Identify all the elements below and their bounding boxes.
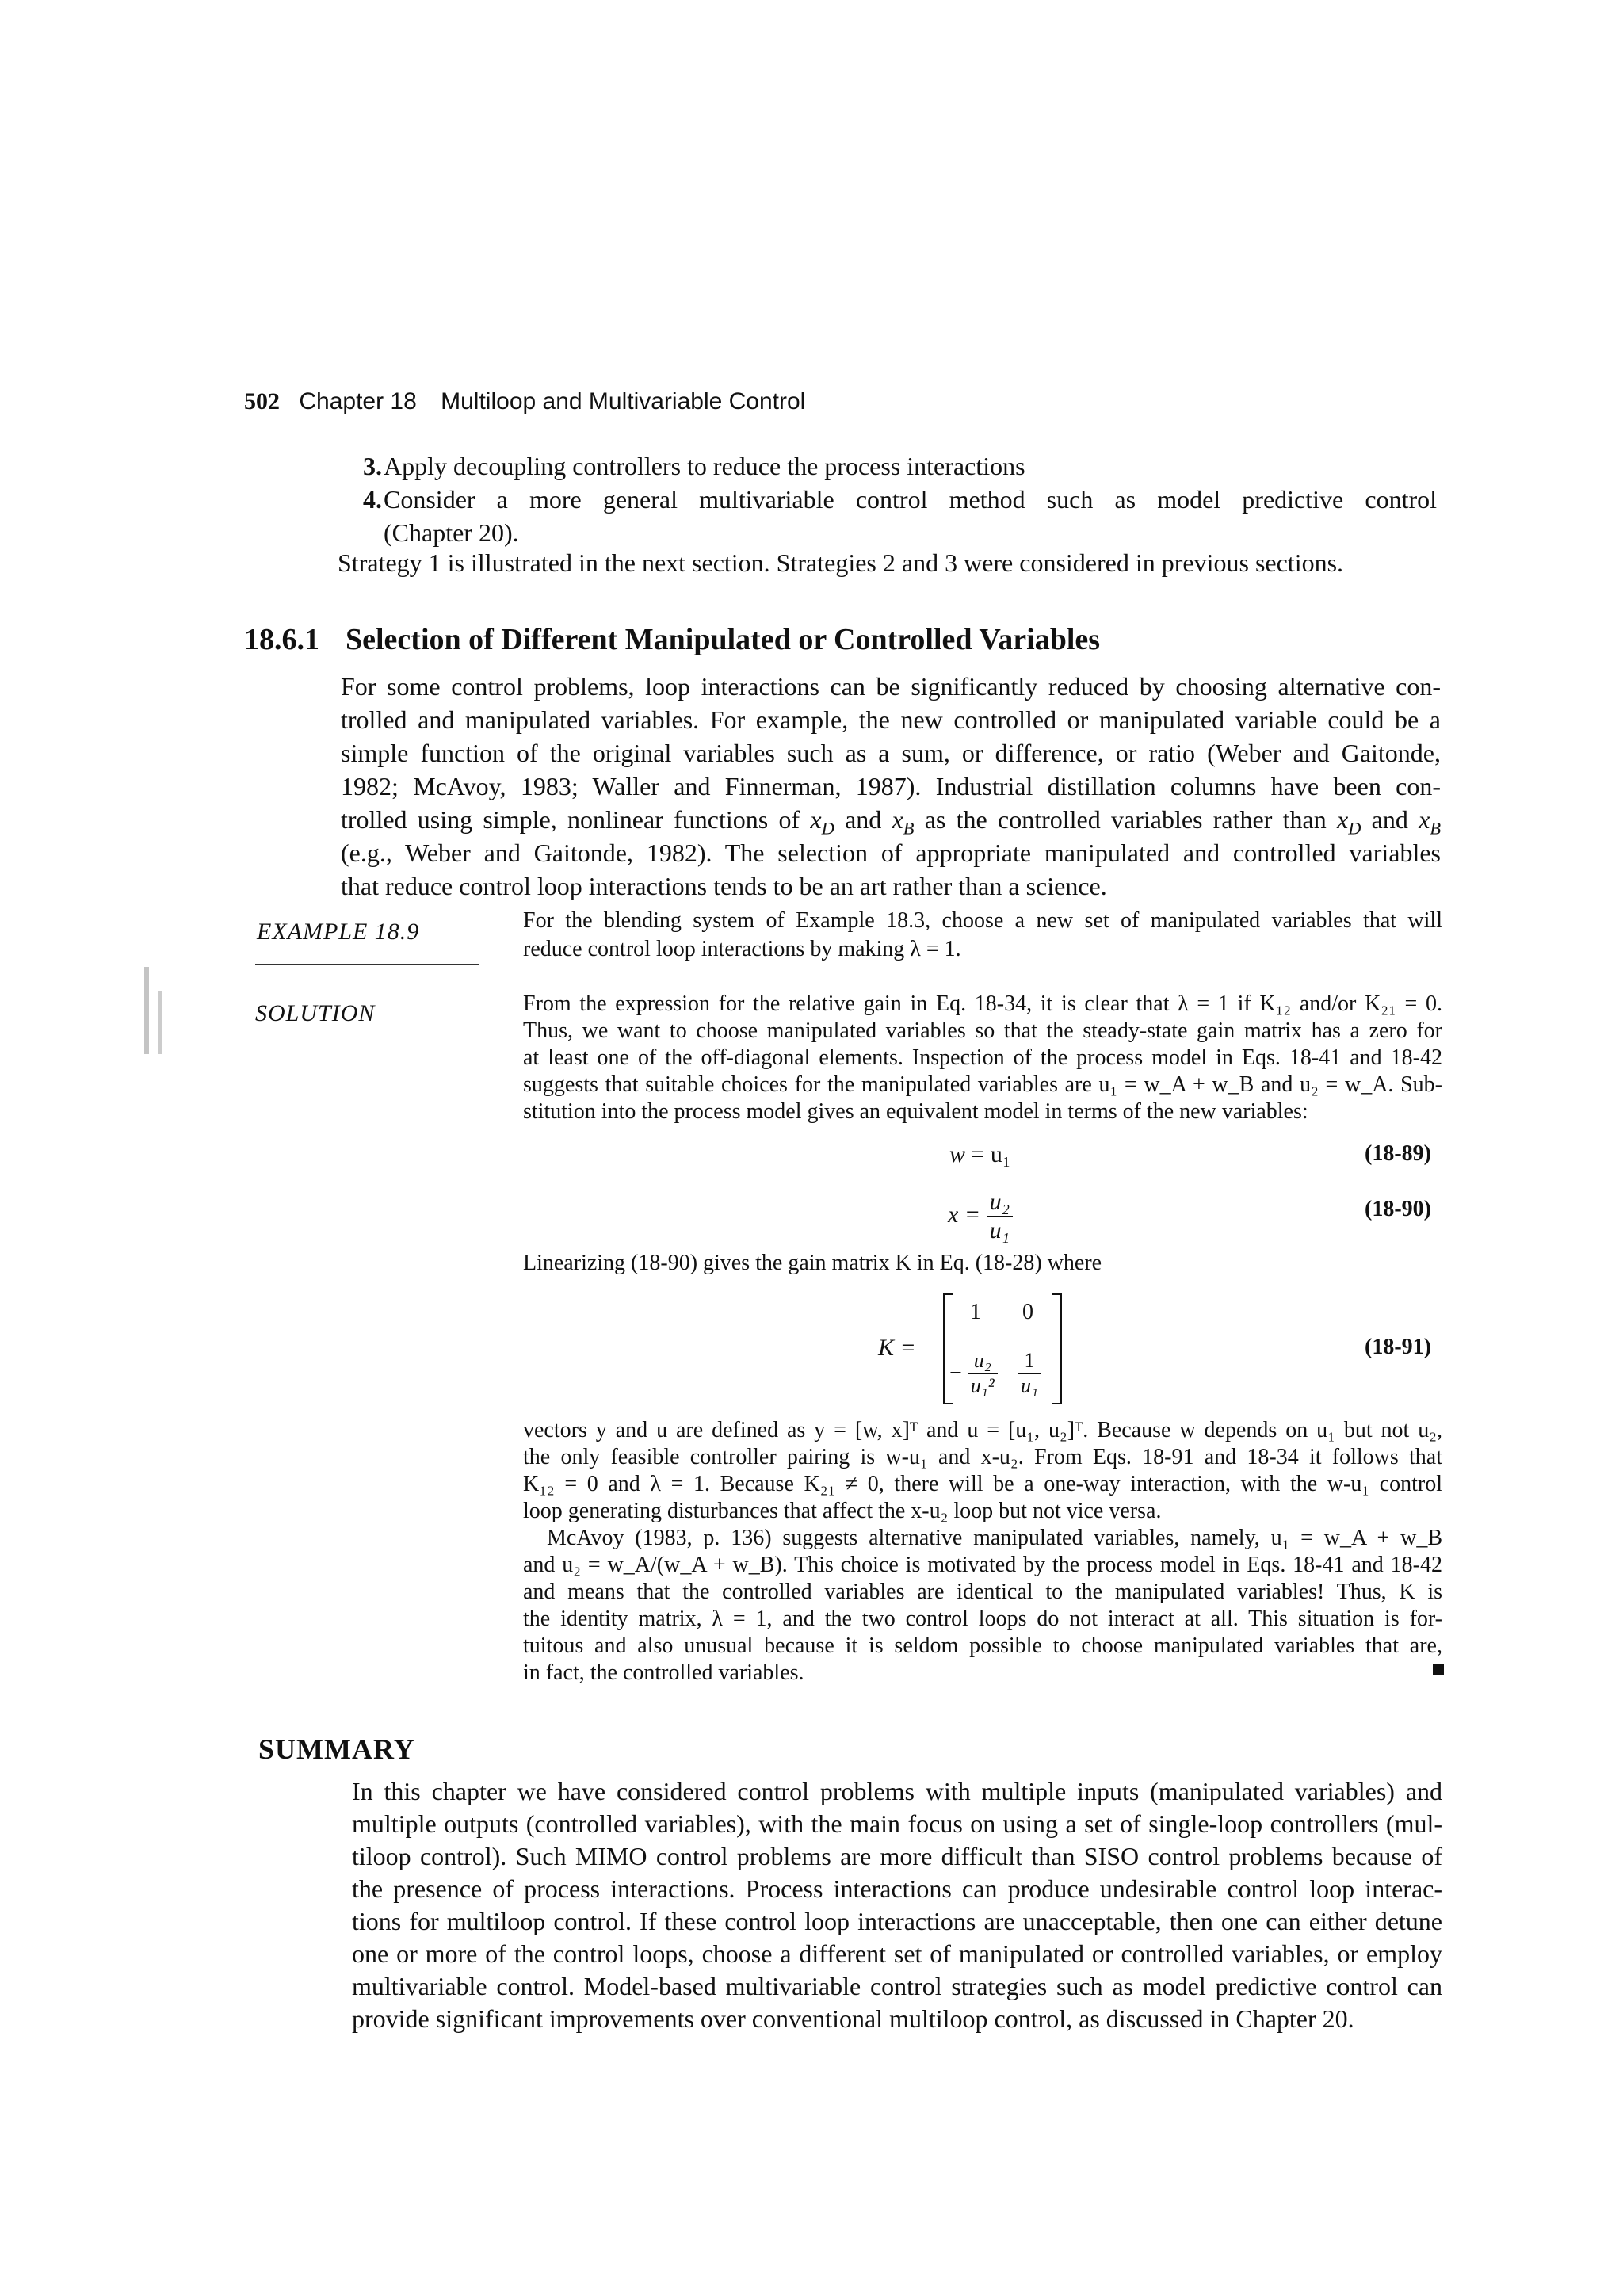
solution-discussion <box>523 1417 1442 1525</box>
fraction: $\frac{\text{u₂}}{\text{u₁}}$ <box>987 1189 1013 1244</box>
equation-18-90 <box>948 1189 1013 1244</box>
list-item-text: Apply decoupling controllers to reduce the process interactions <box>384 452 1025 480</box>
text-line: stitution into the process model gives an equivalent model in terms of the new variables: <box>523 1099 1308 1124</box>
mcavoy-paragraph <box>523 1525 1442 1687</box>
summary-heading: SUMMARY <box>258 1733 415 1765</box>
chapter-label: Chapter 18 <box>299 388 417 415</box>
list-item-text: Consider a more general multivariable control method such as model predictive control <box>384 485 1437 514</box>
matrix-right-bracket <box>1052 1293 1062 1404</box>
text-line: simple function of the original variables such as a sum, or difference, or ratio (Weber and Gaitonde, <box>341 739 1441 767</box>
solution-label: SOLUTION <box>255 1000 376 1026</box>
text-line: loop generating disturbances that affect the x-u₂ loop but not vice versa. <box>523 1499 1162 1523</box>
linearizing-text: Linearizing (18-90) gives the gain matrix K in Eq. (18-28) where <box>523 1251 1102 1275</box>
matrix-cell: 0 <box>1022 1300 1033 1324</box>
text-line: tions for multiloop control. If these control loop interactions are unacceptable, then one can either detune <box>352 1907 1442 1935</box>
list-item-number: 4. <box>363 485 382 514</box>
text-line: suggests that suitable choices for the manipulated variables are u₁ = w_A + w_B and u₂ = w_A. Sub- <box>523 1072 1442 1097</box>
text-line: at least one of the off-diagonal elements. Inspection of the process model in Eqs. 18-41 and 18-42 <box>523 1045 1442 1070</box>
text-line: McAvoy (1983, p. 136) suggests alternative manipulated variables, namely, u₁ = w_A + w_B <box>547 1526 1442 1550</box>
equation-number: (18-89) <box>1365 1141 1431 1166</box>
section-body <box>341 670 1441 903</box>
text-line: and means that the controlled variables are identical to the manipulated variables! Thus, K is <box>523 1580 1442 1604</box>
list-item <box>363 483 1437 516</box>
text-line: In this chapter we have considered control problems with multiple inputs (manipulated variables) and <box>352 1777 1442 1805</box>
text-line: that reduce control loop interactions tends to be an art rather than a science. <box>341 872 1107 900</box>
equation-number: (18-91) <box>1365 1335 1431 1359</box>
equation-18-89 <box>949 1141 1010 1168</box>
text-line: (e.g., Weber and Gaitonde, 1982). The selection of appropriate manipulated and controlled variables <box>341 839 1441 867</box>
text-line: trolled and manipulated variables. For example, the new controlled or manipulated variable could be a <box>341 705 1441 734</box>
text-line: 1982; McAvoy, 1983; Waller and Finnerman, 1987). Industrial distillation columns have been con- <box>341 772 1441 800</box>
page-number: 502 <box>244 388 280 415</box>
text-line: the only feasible controller pairing is w-u₁ and x-u₂. From Eqs. 18-91 and 18-34 it follows that <box>523 1445 1442 1469</box>
text-line: reduce control loop interactions by making λ = 1. <box>523 937 961 961</box>
matrix-cell: $\frac{1}{\text{u₁}}$ <box>1018 1349 1041 1398</box>
list-item <box>363 449 1437 483</box>
strategy-paragraph: Strategy 1 is illustrated in the next section. Strategies 2 and 3 were considered in previous sections. <box>338 548 1344 577</box>
section-number: 18.6.1 <box>244 623 319 656</box>
equation-rhs: = u₁ <box>971 1141 1011 1167</box>
text-line: tuitous and also unusual because it is seldom possible to choose manipulated variables that are, <box>523 1633 1442 1658</box>
equation-number: (18-90) <box>1365 1197 1431 1221</box>
text-line: in fact, the controlled variables. <box>523 1660 804 1685</box>
text-line: provide significant improvements over conventional multiloop control, as discussed in Chapter 20. <box>352 2004 1354 2033</box>
example-statement <box>523 907 1442 964</box>
text-line: multivariable control. Model-based multivariable control strategies such as model predictive control can <box>352 1972 1442 2000</box>
text-line: Thus, we want to choose manipulated variables so that the steady-state gain matrix has a zero for <box>523 1018 1442 1043</box>
example-underline <box>255 964 479 965</box>
running-header <box>244 388 805 415</box>
text-line: From the expression for the relative gain in Eq. 18-34, it is clear that λ = 1 if K₁₂ and/or K₂₁ = 0. <box>523 991 1442 1016</box>
text-line: multiple outputs (controlled variables), with the main focus on using a set of single-loop controllers (mul- <box>352 1809 1442 1838</box>
matrix-cell: 1 <box>970 1300 981 1324</box>
strategy-list <box>363 449 1437 549</box>
example-label: EXAMPLE 18.9 <box>257 919 420 945</box>
scan-artifact <box>158 991 162 1054</box>
text-line: and u₂ = w_A/(w_A + w_B). This choice is motivated by the process model in Eqs. 18-41 and 18-42 <box>523 1553 1442 1577</box>
text-line: the identity matrix, λ = 1, and the two control loops do not interact at all. This situation is for- <box>523 1606 1442 1631</box>
text-line: For some control problems, loop interactions can be significantly reduced by choosing alternative con- <box>341 672 1441 701</box>
text-line: the presence of process interactions. Process interactions can produce undesirable control loop interac- <box>352 1874 1442 1903</box>
solution-body <box>523 991 1442 1125</box>
matrix-cell: − $\frac{\text{u₂}}{\text{u₁²}}$ <box>949 1349 998 1398</box>
gain-matrix <box>943 1293 1062 1401</box>
chapter-title: Multiloop and Multivariable Control <box>441 388 806 415</box>
end-of-example-mark <box>1433 1664 1444 1675</box>
matrix-lhs: K = <box>878 1335 916 1361</box>
text-line: vectors y and u are defined as y = [w, x]ᵀ and u = [u₁, u₂]ᵀ. Because w depends on u₁ but not u₂, <box>523 1418 1442 1442</box>
equation-lhs: x = <box>948 1201 981 1228</box>
summary-body <box>352 1775 1442 2035</box>
list-item-number: 3. <box>363 452 382 480</box>
section-title: Selection of Different Manipulated or Controlled Variables <box>346 623 1101 656</box>
text-line: For the blending system of Example 18.3, choose a new set of manipulated variables that will <box>523 908 1442 933</box>
text-line: K₁₂ = 0 and λ = 1. Because K₂₁ ≠ 0, there will be a one-way interaction, with the w-u₁ control <box>523 1472 1442 1496</box>
list-item-continuation: (Chapter 20). <box>384 518 519 547</box>
scan-artifact <box>144 967 149 1054</box>
equation-lhs: w <box>949 1141 966 1167</box>
text-line: tiloop control). Such MIMO control problems are more difficult than SISO control problems because of <box>352 1842 1442 1870</box>
text-line: one or more of the control loops, choose a different set of manipulated or controlled variables, or employ <box>352 1939 1442 1968</box>
text-line-with-math: trolled using simple, nonlinear functions of $x_D$ and $x_B$ as the controlled variables rather than $x_D$ and $x_B$ <box>341 805 1442 839</box>
